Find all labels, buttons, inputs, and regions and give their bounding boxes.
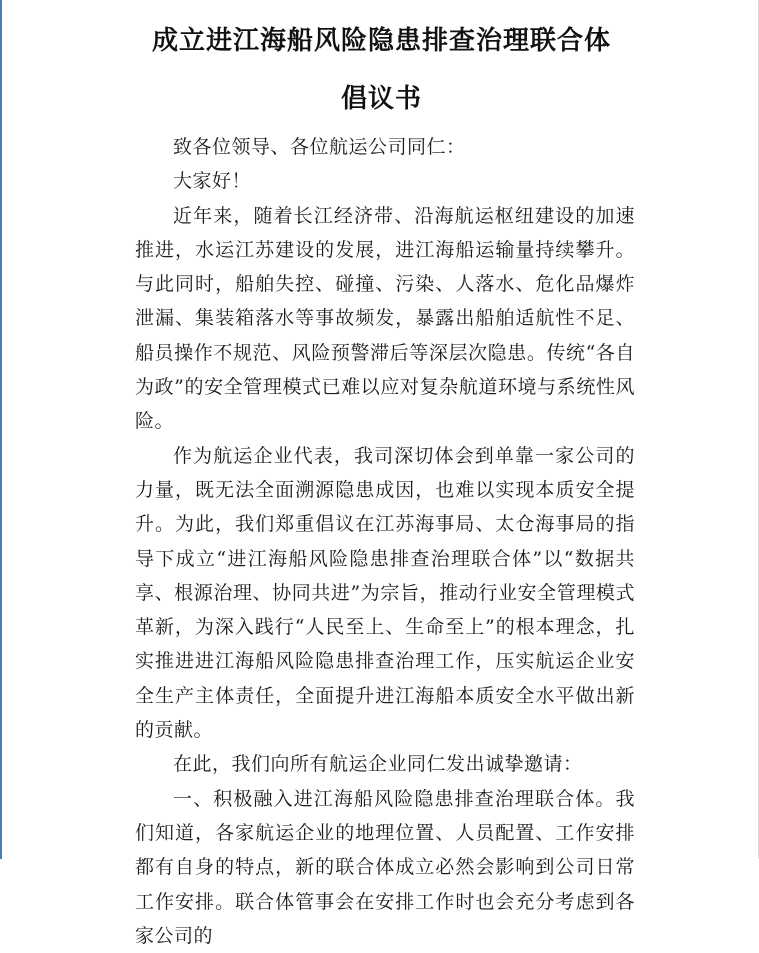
greeting: 大家好！: [173, 170, 252, 193]
paragraph: 作为航运企业代表，我司深切体会到单靠一家公司的力量，既无法全面溯源隐患成因，也难以实现本质安全提升。为此，我们郑重倡议在江苏海事局、太仓海事局的指导下成立“进江海船风险隐患排查治理联合体”以“数据共享、根源治理、协同共进”为宗旨，推动行业安全管理模式革新，为深入践行“人民至上、生命至上”的根本理念，扎实推进进江海船风险隐患排查治理工作，压实航运企业安全生产主体责任，全面提升进江海船本质安全水平做出新的贡献。: [135, 444, 635, 742]
paragraph: 在此，我们向所有航运企业同仁发出诚挚邀请：: [173, 753, 583, 776]
salutation: 致各位领导、各位航运公司同仁：: [173, 136, 466, 158]
document-title: 成立进江海船风险隐患排查治理联合体: [151, 26, 611, 56]
document-body: [135, 130, 635, 953]
document-subtitle: 倡议书: [340, 84, 422, 114]
paragraph: 一、积极融入进江海船风险隐患排查治理联合体。我们知道，各家航运企业的地理位置、人员配置、工作安排都有自身的特点，新的联合体成立必然会影响到公司日常工作安排。联合体管事会在安排工作时也会充分考虑到各家公司的: [135, 787, 635, 947]
paragraph: 近年来，随着长江经济带、沿海航运枢纽建设的加速推进，水运江苏建设的发展，进江海船运输量持续攀升。与此同时，船舶失控、碰撞、污染、人落水、危化品爆炸泄漏、集装箱落水等事故频发，暴露出船舶适航性不足、船员操作不规范、风险预警滞后等深层次隐患。传统“各自为政”的安全管理模式已难以应对复杂航道环境与系统性风险。: [135, 204, 635, 433]
